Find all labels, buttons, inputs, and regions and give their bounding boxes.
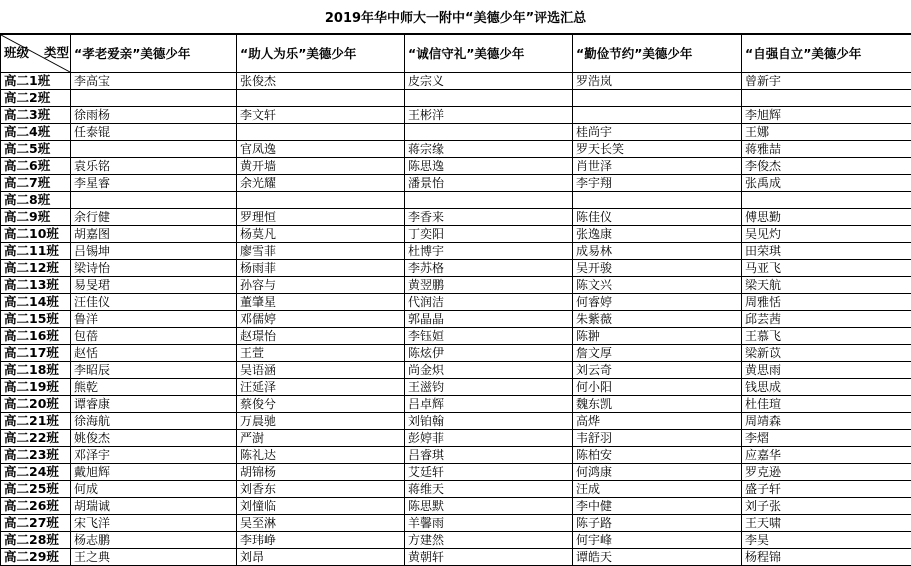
student-name-cell[interactable]	[405, 192, 573, 209]
student-name-cell[interactable]: 吴见灼	[742, 226, 911, 243]
student-name-cell[interactable]: 蒋宗缘	[405, 141, 573, 158]
student-name-cell[interactable]: 朱紫薇	[573, 311, 742, 328]
student-name-cell[interactable]: 任泰锟	[71, 124, 237, 141]
student-name-cell[interactable]	[71, 141, 237, 158]
student-name-cell[interactable]: 杨程锦	[742, 549, 911, 566]
table-row	[1, 447, 911, 464]
student-name-cell[interactable]: 成易林	[573, 243, 742, 260]
student-name-cell[interactable]: 郭晶晶	[405, 311, 573, 328]
table-row	[1, 498, 911, 515]
student-name-cell[interactable]: 李旭辉	[742, 107, 911, 124]
student-name-cell[interactable]: 余行健	[71, 209, 237, 226]
student-name-cell[interactable]: 刘昂	[237, 549, 405, 566]
column-header-selfreliant[interactable]: “自强自立”美德少年	[742, 35, 911, 73]
student-name-cell[interactable]: 陈思逸	[405, 158, 573, 175]
class-name-cell[interactable]: 高二21班	[1, 413, 71, 430]
student-name-cell[interactable]: 鲁洋	[71, 311, 237, 328]
class-name-cell[interactable]: 高二14班	[1, 294, 71, 311]
table-row	[1, 549, 911, 566]
student-name-cell[interactable]	[573, 90, 742, 107]
student-name-cell[interactable]: 刘子张	[742, 498, 911, 515]
student-name-cell[interactable]: 廖雪菲	[237, 243, 405, 260]
student-name-cell[interactable]: 王萱	[237, 345, 405, 362]
student-name-cell[interactable]: 陈炫伊	[405, 345, 573, 362]
student-name-cell[interactable]: 马亚飞	[742, 260, 911, 277]
table-row	[1, 515, 911, 532]
student-name-cell[interactable]	[742, 192, 911, 209]
student-name-cell[interactable]: 吕睿琪	[405, 447, 573, 464]
student-name-cell[interactable]	[71, 192, 237, 209]
student-name-cell[interactable]: 黄开墙	[237, 158, 405, 175]
student-name-cell[interactable]: 罗天长笑	[573, 141, 742, 158]
class-name-cell[interactable]: 高二29班	[1, 549, 71, 566]
student-name-cell[interactable]: 戴旭辉	[71, 464, 237, 481]
student-name-cell[interactable]: 代润洁	[405, 294, 573, 311]
class-name-cell[interactable]: 高二24班	[1, 464, 71, 481]
student-name-cell[interactable]: 应嘉华	[742, 447, 911, 464]
student-name-cell[interactable]: 杨雨菲	[237, 260, 405, 277]
class-name-cell[interactable]: 高二3班	[1, 107, 71, 124]
student-name-cell[interactable]: 杜佳瑄	[742, 396, 911, 413]
table-row	[1, 379, 911, 396]
student-name-cell[interactable]: 李俊杰	[742, 158, 911, 175]
table-row	[1, 260, 911, 277]
student-name-cell[interactable]: 盛子轩	[742, 481, 911, 498]
student-name-cell[interactable]: 何宇峰	[573, 532, 742, 549]
student-name-cell[interactable]: 周雅恬	[742, 294, 911, 311]
table-row	[1, 158, 911, 175]
student-name-cell[interactable]: 董肇星	[237, 294, 405, 311]
class-name-cell[interactable]: 高二4班	[1, 124, 71, 141]
student-name-cell[interactable]: 邓儒婷	[237, 311, 405, 328]
student-name-cell[interactable]: 黄朝轩	[405, 549, 573, 566]
student-name-cell[interactable]: 汪成	[573, 481, 742, 498]
table-row	[1, 481, 911, 498]
student-name-cell[interactable]: 万晨驰	[237, 413, 405, 430]
student-name-cell[interactable]: 吕卓辉	[405, 396, 573, 413]
student-name-cell[interactable]: 陈礼达	[237, 447, 405, 464]
table-row	[1, 532, 911, 549]
student-name-cell[interactable]	[405, 124, 573, 141]
student-name-cell[interactable]: 吴开骏	[573, 260, 742, 277]
table-row	[1, 243, 911, 260]
student-name-cell[interactable]: 肖世泽	[573, 158, 742, 175]
class-name-cell[interactable]: 高二27班	[1, 515, 71, 532]
student-name-cell[interactable]: 高烨	[573, 413, 742, 430]
table-row	[1, 277, 911, 294]
student-name-cell[interactable]: 李宇翔	[573, 175, 742, 192]
student-name-cell[interactable]: 丁奕阳	[405, 226, 573, 243]
student-name-cell[interactable]: 徐海航	[71, 413, 237, 430]
student-name-cell[interactable]: 谭睿康	[71, 396, 237, 413]
table-row	[1, 192, 911, 209]
student-name-cell[interactable]: 李熠	[742, 430, 911, 447]
student-name-cell[interactable]: 尚金炽	[405, 362, 573, 379]
student-name-cell[interactable]: 李钰姮	[405, 328, 573, 345]
student-name-cell[interactable]	[573, 192, 742, 209]
student-name-cell[interactable]: 王天啸	[742, 515, 911, 532]
student-name-cell[interactable]: 魏东凯	[573, 396, 742, 413]
student-name-cell[interactable]: 余光耀	[237, 175, 405, 192]
student-name-cell[interactable]: 李苏格	[405, 260, 573, 277]
student-name-cell[interactable]: 徐雨杨	[71, 107, 237, 124]
corner-label-type: 类型	[44, 45, 69, 61]
student-name-cell[interactable]: 赵璟怡	[237, 328, 405, 345]
table-row	[1, 107, 911, 124]
class-name-cell[interactable]: 高二2班	[1, 90, 71, 107]
student-name-cell[interactable]: 杨莫凡	[237, 226, 405, 243]
class-name-cell[interactable]: 高二5班	[1, 141, 71, 158]
student-name-cell[interactable]: 刘憧临	[237, 498, 405, 515]
student-name-cell[interactable]: 彭婷菲	[405, 430, 573, 447]
student-name-cell[interactable]: 韦舒羽	[573, 430, 742, 447]
table-row	[1, 90, 911, 107]
student-name-cell[interactable]: 张逸康	[573, 226, 742, 243]
sheet-title: 2019年华中师大一附中“美德少年”评选汇总	[0, 0, 911, 34]
table-row	[1, 430, 911, 447]
student-name-cell[interactable]: 羊馨雨	[405, 515, 573, 532]
header-row	[1, 35, 911, 73]
student-name-cell[interactable]: 田荣琪	[742, 243, 911, 260]
student-name-cell[interactable]: 张俊杰	[237, 73, 405, 90]
student-name-cell[interactable]: 王慕飞	[742, 328, 911, 345]
student-name-cell[interactable]: 蒋维天	[405, 481, 573, 498]
class-name-cell[interactable]: 高二11班	[1, 243, 71, 260]
student-name-cell[interactable]	[237, 192, 405, 209]
class-name-cell[interactable]: 高二26班	[1, 498, 71, 515]
table-body	[1, 73, 911, 566]
student-name-cell[interactable]: 刘香东	[237, 481, 405, 498]
student-name-cell[interactable]: 罗浩岚	[573, 73, 742, 90]
class-name-cell[interactable]: 高二8班	[1, 192, 71, 209]
class-name-cell[interactable]: 高二1班	[1, 73, 71, 90]
student-name-cell[interactable]: 桂尚宇	[573, 124, 742, 141]
table-row	[1, 175, 911, 192]
student-name-cell[interactable]: 汪延泽	[237, 379, 405, 396]
student-name-cell[interactable]: 赵恬	[71, 345, 237, 362]
student-name-cell[interactable]: 胡锦杨	[237, 464, 405, 481]
student-name-cell[interactable]: 傅思勤	[742, 209, 911, 226]
student-name-cell[interactable]	[237, 90, 405, 107]
student-name-cell[interactable]: 梁天航	[742, 277, 911, 294]
student-name-cell[interactable]: 陈柏安	[573, 447, 742, 464]
table-row	[1, 124, 911, 141]
class-name-cell[interactable]: 高二19班	[1, 379, 71, 396]
student-name-cell[interactable]: 宋飞洋	[71, 515, 237, 532]
student-name-cell[interactable]: 严澍	[237, 430, 405, 447]
class-name-cell[interactable]: 高二15班	[1, 311, 71, 328]
class-name-cell[interactable]: 高二20班	[1, 396, 71, 413]
class-name-cell[interactable]: 高二22班	[1, 430, 71, 447]
student-name-cell[interactable]: 王滋钧	[405, 379, 573, 396]
student-name-cell[interactable]: 陈子路	[573, 515, 742, 532]
student-name-cell[interactable]: 胡嘉图	[71, 226, 237, 243]
student-name-cell[interactable]: 艾廷轩	[405, 464, 573, 481]
student-name-cell[interactable]: 王彬洋	[405, 107, 573, 124]
student-name-cell[interactable]: 包蓓	[71, 328, 237, 345]
student-name-cell[interactable]: 王之典	[71, 549, 237, 566]
class-name-cell[interactable]: 高二23班	[1, 447, 71, 464]
student-name-cell[interactable]: 周靖森	[742, 413, 911, 430]
student-name-cell[interactable]: 李高宝	[71, 73, 237, 90]
student-name-cell[interactable]: 梁诗怡	[71, 260, 237, 277]
student-name-cell[interactable]: 蒋雅喆	[742, 141, 911, 158]
class-name-cell[interactable]: 高二25班	[1, 481, 71, 498]
student-name-cell[interactable]: 官凤逸	[237, 141, 405, 158]
student-name-cell[interactable]: 袁乐铭	[71, 158, 237, 175]
student-name-cell[interactable]: 潘景怡	[405, 175, 573, 192]
student-name-cell[interactable]: 皮宗义	[405, 73, 573, 90]
table-row	[1, 464, 911, 481]
corner-label-class: 班级	[4, 45, 29, 61]
student-name-cell[interactable]: 易旻珺	[71, 277, 237, 294]
table-row	[1, 294, 911, 311]
table-row	[1, 226, 911, 243]
student-name-cell[interactable]: 胡瑞诚	[71, 498, 237, 515]
column-header-thrifty[interactable]: “勤俭节约”美德少年	[573, 35, 742, 73]
student-name-cell[interactable]: 谭皓天	[573, 549, 742, 566]
student-name-cell[interactable]: 吴至淋	[237, 515, 405, 532]
student-name-cell[interactable]: 张禹成	[742, 175, 911, 192]
student-name-cell[interactable]: 何成	[71, 481, 237, 498]
student-name-cell[interactable]	[573, 107, 742, 124]
student-name-cell[interactable]: 黄翌鹏	[405, 277, 573, 294]
student-name-cell[interactable]: 陈思默	[405, 498, 573, 515]
class-name-cell[interactable]: 高二9班	[1, 209, 71, 226]
table-row	[1, 345, 911, 362]
table-row	[1, 362, 911, 379]
class-name-cell[interactable]: 高二18班	[1, 362, 71, 379]
student-name-cell[interactable]	[405, 90, 573, 107]
class-name-cell[interactable]: 高二28班	[1, 532, 71, 549]
student-name-cell[interactable]: 李文轩	[237, 107, 405, 124]
student-name-cell[interactable]: 李香来	[405, 209, 573, 226]
column-header-filial[interactable]: “孝老爱亲”美德少年	[71, 35, 237, 73]
student-name-cell[interactable]: 汪佳仪	[71, 294, 237, 311]
class-name-cell[interactable]: 高二16班	[1, 328, 71, 345]
student-name-cell[interactable]: 杜博宇	[405, 243, 573, 260]
column-header-honest[interactable]: “诚信守礼”美德少年	[405, 35, 573, 73]
class-name-cell[interactable]: 高二12班	[1, 260, 71, 277]
student-name-cell[interactable]: 杨志鹏	[71, 532, 237, 549]
student-name-cell[interactable]: 钱思成	[742, 379, 911, 396]
student-name-cell[interactable]: 李昭辰	[71, 362, 237, 379]
student-name-cell[interactable]: 何小阳	[573, 379, 742, 396]
student-name-cell[interactable]: 陈翀	[573, 328, 742, 345]
student-name-cell[interactable]: 邱芸茜	[742, 311, 911, 328]
student-name-cell[interactable]: 李昊	[742, 532, 911, 549]
student-name-cell[interactable]: 王娜	[742, 124, 911, 141]
student-name-cell[interactable]: 方建然	[405, 532, 573, 549]
student-name-cell[interactable]: 曾新宇	[742, 73, 911, 90]
student-name-cell[interactable]: 罗克逊	[742, 464, 911, 481]
table-row	[1, 311, 911, 328]
table-row	[1, 413, 911, 430]
table-row	[1, 141, 911, 158]
student-name-cell[interactable]: 李星睿	[71, 175, 237, 192]
table-row	[1, 73, 911, 90]
student-name-cell[interactable]: 何睿婷	[573, 294, 742, 311]
student-name-cell[interactable]: 蔡俊兮	[237, 396, 405, 413]
student-name-cell[interactable]: 吕锡坤	[71, 243, 237, 260]
student-name-cell[interactable]: 姚俊杰	[71, 430, 237, 447]
column-header-helpful[interactable]: “助人为乐”美德少年	[237, 35, 405, 73]
table-row	[1, 396, 911, 413]
class-name-cell[interactable]: 高二17班	[1, 345, 71, 362]
student-name-cell[interactable]: 黄思雨	[742, 362, 911, 379]
student-name-cell[interactable]: 陈佳仪	[573, 209, 742, 226]
student-name-cell[interactable]: 吴语涵	[237, 362, 405, 379]
table-row	[1, 328, 911, 345]
class-name-cell[interactable]: 高二13班	[1, 277, 71, 294]
class-name-cell[interactable]: 高二10班	[1, 226, 71, 243]
table-row	[1, 209, 911, 226]
student-name-cell[interactable]: 刘铂翰	[405, 413, 573, 430]
student-name-cell[interactable]	[71, 90, 237, 107]
student-name-cell[interactable]: 熊乾	[71, 379, 237, 396]
student-name-cell[interactable]: 罗理恒	[237, 209, 405, 226]
student-name-cell[interactable]	[237, 124, 405, 141]
class-name-cell[interactable]: 高二6班	[1, 158, 71, 175]
student-name-cell[interactable]: 孙容与	[237, 277, 405, 294]
student-name-cell[interactable]: 何鸿康	[573, 464, 742, 481]
student-name-cell[interactable]: 李中健	[573, 498, 742, 515]
student-name-cell[interactable]: 陈文兴	[573, 277, 742, 294]
class-name-cell[interactable]: 高二7班	[1, 175, 71, 192]
student-name-cell[interactable]	[742, 90, 911, 107]
student-name-cell[interactable]: 詹文厚	[573, 345, 742, 362]
student-name-cell[interactable]: 邓泽宇	[71, 447, 237, 464]
student-name-cell[interactable]: 梁新苡	[742, 345, 911, 362]
student-name-cell[interactable]: 刘云奇	[573, 362, 742, 379]
corner-header-cell[interactable]	[1, 35, 71, 73]
award-table	[0, 34, 911, 566]
student-name-cell[interactable]: 李玮峥	[237, 532, 405, 549]
